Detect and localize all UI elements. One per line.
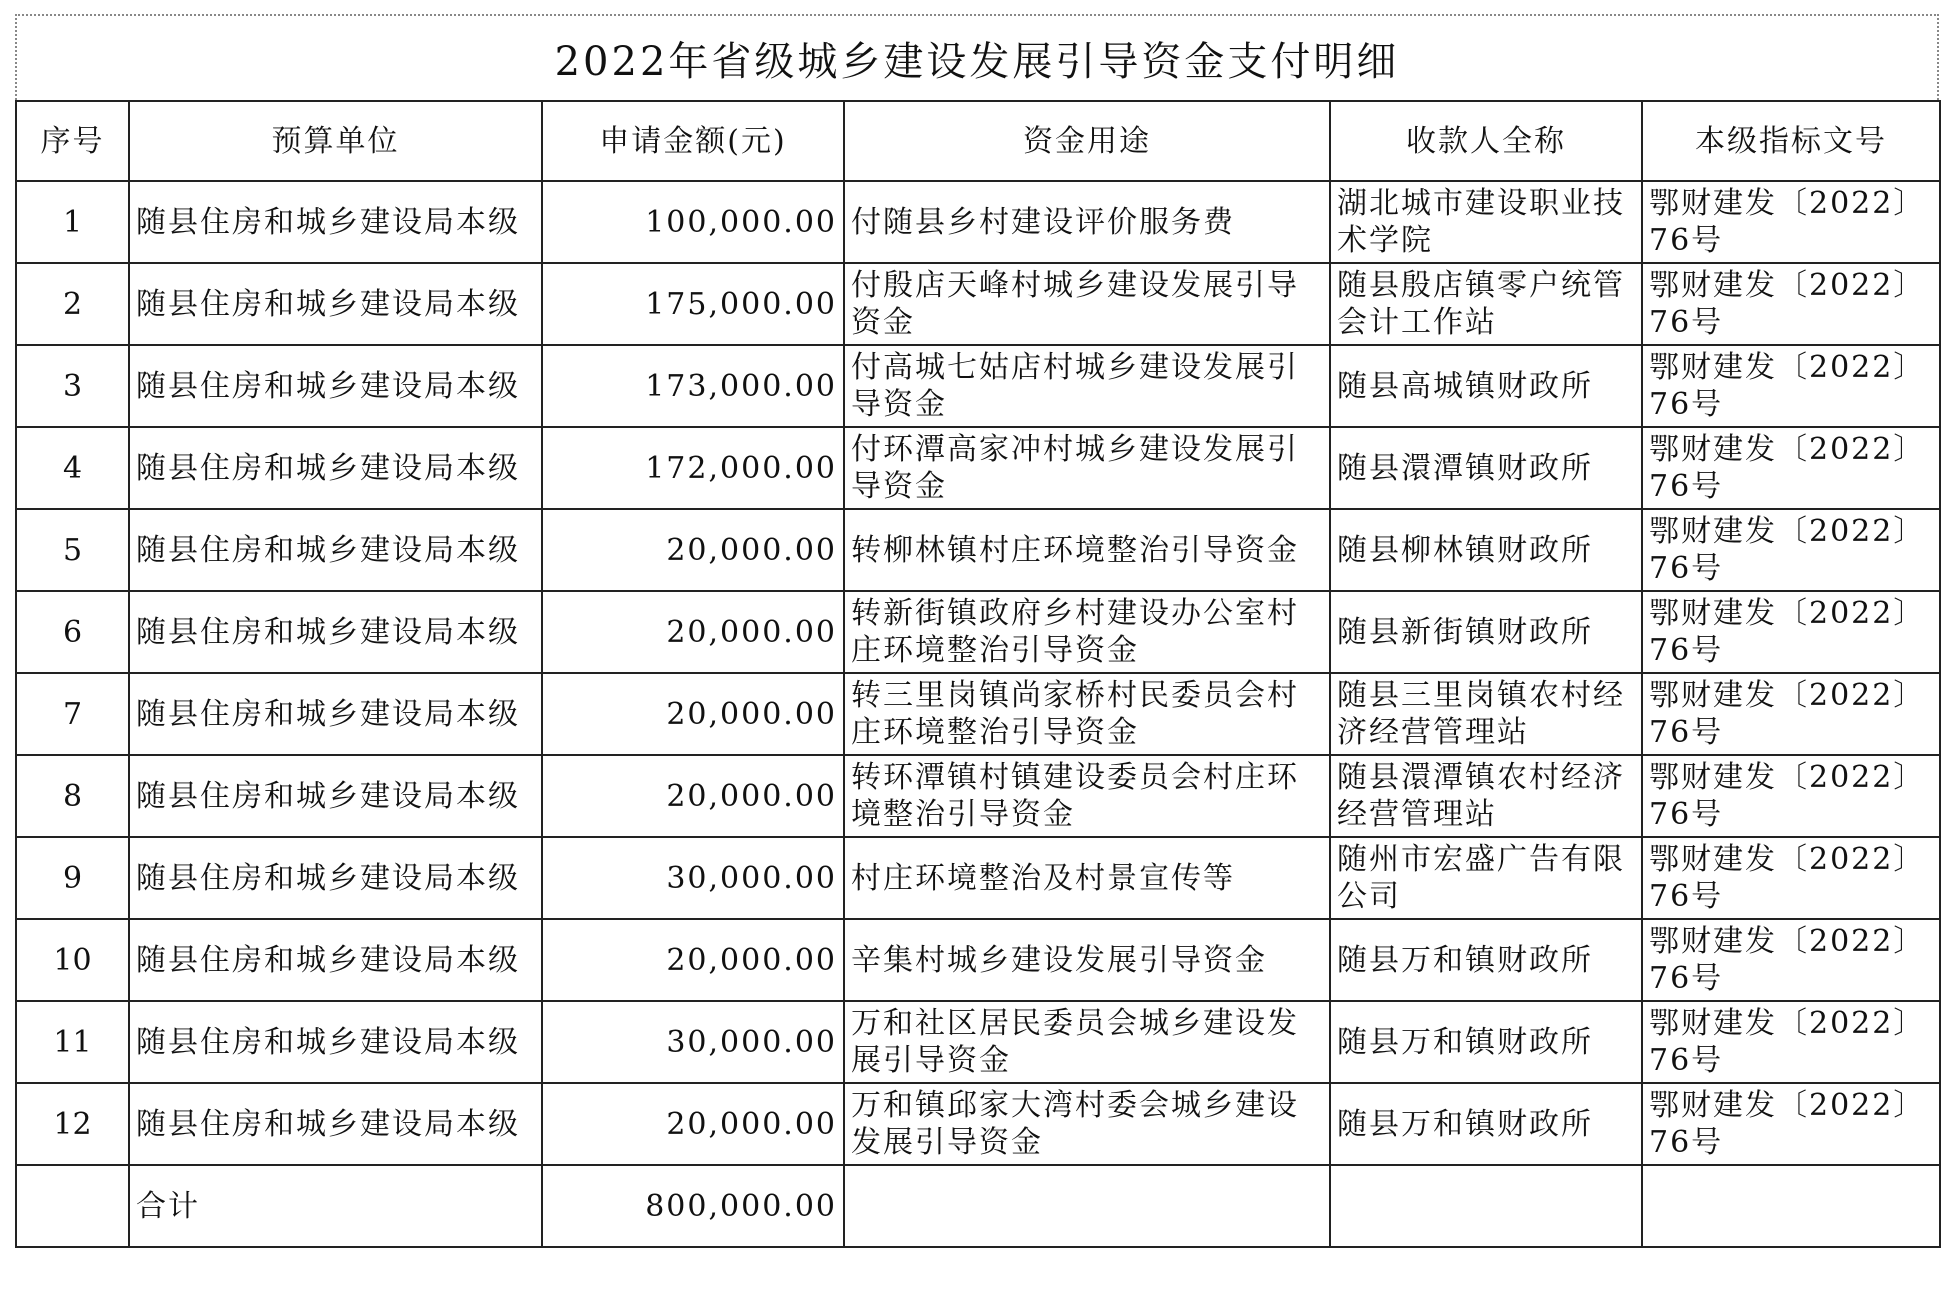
cell-index[interactable]: 2 [16,263,129,345]
cell-amount[interactable]: 20,000.00 [542,755,844,837]
total-doc-cell[interactable] [1642,1165,1940,1247]
cell-payee[interactable]: 随州市宏盛广告有限公司 [1330,837,1642,919]
cell-amount[interactable]: 30,000.00 [542,1001,844,1083]
cell-index[interactable]: 1 [16,181,129,263]
cell-payee[interactable]: 随县柳林镇财政所 [1330,509,1642,591]
cell-amount[interactable]: 173,000.00 [542,345,844,427]
table-row [16,181,1940,263]
page-title: 2022年省级城乡建设发展引导资金支付明细 [554,38,1400,85]
total-row [16,1165,1940,1247]
cell-unit[interactable]: 随县住房和城乡建设局本级 [129,673,542,755]
cell-unit[interactable]: 随县住房和城乡建设局本级 [129,755,542,837]
cell-payee[interactable]: 湖北城市建设职业技术学院 [1330,181,1642,263]
cell-doc-no[interactable]: 鄂财建发〔2022〕76号 [1642,673,1940,755]
table-row [16,509,1940,591]
cell-index[interactable]: 10 [16,919,129,1001]
cell-doc-no[interactable]: 鄂财建发〔2022〕76号 [1642,1083,1940,1165]
cell-payee[interactable]: 随县三里岗镇农村经济经营管理站 [1330,673,1642,755]
cell-amount[interactable]: 100,000.00 [542,181,844,263]
cell-index[interactable]: 3 [16,345,129,427]
cell-payee[interactable]: 随县澴潭镇财政所 [1330,427,1642,509]
table-row [16,1083,1940,1165]
payment-detail-table [15,100,1941,1248]
cell-payee[interactable]: 随县殷店镇零户统管会计工作站 [1330,263,1642,345]
spreadsheet-sheet [15,14,1939,1278]
cell-doc-no[interactable]: 鄂财建发〔2022〕76号 [1642,427,1940,509]
cell-index[interactable]: 11 [16,1001,129,1083]
table-row [16,591,1940,673]
table-row [16,427,1940,509]
header-unit[interactable]: 预算单位 [129,101,542,181]
cell-purpose[interactable]: 付殷店天峰村城乡建设发展引导资金 [844,263,1330,345]
cell-purpose[interactable]: 转三里岗镇尚家桥村民委员会村庄环境整治引导资金 [844,673,1330,755]
header-index[interactable]: 序号 [16,101,129,181]
cell-unit[interactable]: 随县住房和城乡建设局本级 [129,837,542,919]
cell-payee[interactable]: 随县万和镇财政所 [1330,1001,1642,1083]
cell-purpose[interactable]: 万和镇邱家大湾村委会城乡建设发展引导资金 [844,1083,1330,1165]
cell-purpose[interactable]: 付随县乡村建设评价服务费 [844,181,1330,263]
cell-amount[interactable]: 20,000.00 [542,591,844,673]
table-row [16,345,1940,427]
cell-amount[interactable]: 20,000.00 [542,673,844,755]
header-payee[interactable]: 收款人全称 [1330,101,1642,181]
header-amount[interactable]: 申请金额(元) [542,101,844,181]
table-row [16,263,1940,345]
cell-doc-no[interactable]: 鄂财建发〔2022〕76号 [1642,509,1940,591]
cell-index[interactable]: 4 [16,427,129,509]
cell-doc-no[interactable]: 鄂财建发〔2022〕76号 [1642,919,1940,1001]
cell-index[interactable]: 9 [16,837,129,919]
title-cell[interactable] [15,14,1939,100]
cell-amount[interactable]: 20,000.00 [542,509,844,591]
table-row [16,919,1940,1001]
cell-unit[interactable]: 随县住房和城乡建设局本级 [129,1001,542,1083]
cell-doc-no[interactable]: 鄂财建发〔2022〕76号 [1642,263,1940,345]
total-amount-cell[interactable]: 800,000.00 [542,1165,844,1247]
total-payee-cell[interactable] [1330,1165,1642,1247]
cell-index[interactable]: 12 [16,1083,129,1165]
cell-index[interactable]: 6 [16,591,129,673]
cell-index[interactable]: 7 [16,673,129,755]
cell-amount[interactable]: 20,000.00 [542,919,844,1001]
cell-purpose[interactable]: 转柳林镇村庄环境整治引导资金 [844,509,1330,591]
cell-unit[interactable]: 随县住房和城乡建设局本级 [129,181,542,263]
table-row [16,1001,1940,1083]
table-row [16,837,1940,919]
cell-doc-no[interactable]: 鄂财建发〔2022〕76号 [1642,181,1940,263]
total-label-cell[interactable]: 合计 [129,1165,542,1247]
cell-purpose[interactable]: 村庄环境整治及村景宣传等 [844,837,1330,919]
cell-doc-no[interactable]: 鄂财建发〔2022〕76号 [1642,1001,1940,1083]
header-doc-no[interactable]: 本级指标文号 [1642,101,1940,181]
cell-doc-no[interactable]: 鄂财建发〔2022〕76号 [1642,755,1940,837]
cell-doc-no[interactable]: 鄂财建发〔2022〕76号 [1642,345,1940,427]
table-row [16,755,1940,837]
cell-purpose[interactable]: 付环潭高家冲村城乡建设发展引导资金 [844,427,1330,509]
cell-amount[interactable]: 172,000.00 [542,427,844,509]
cell-amount[interactable]: 175,000.00 [542,263,844,345]
cell-doc-no[interactable]: 鄂财建发〔2022〕76号 [1642,837,1940,919]
cell-unit[interactable]: 随县住房和城乡建设局本级 [129,509,542,591]
cell-payee[interactable]: 随县万和镇财政所 [1330,1083,1642,1165]
cell-unit[interactable]: 随县住房和城乡建设局本级 [129,345,542,427]
cell-unit[interactable]: 随县住房和城乡建设局本级 [129,1083,542,1165]
total-index-cell[interactable] [16,1165,129,1247]
cell-index[interactable]: 5 [16,509,129,591]
cell-purpose[interactable]: 转环潭镇村镇建设委员会村庄环境整治引导资金 [844,755,1330,837]
table-row [16,673,1940,755]
cell-purpose[interactable]: 辛集村城乡建设发展引导资金 [844,919,1330,1001]
cell-payee[interactable]: 随县新街镇财政所 [1330,591,1642,673]
cell-unit[interactable]: 随县住房和城乡建设局本级 [129,919,542,1001]
cell-unit[interactable]: 随县住房和城乡建设局本级 [129,427,542,509]
cell-payee[interactable]: 随县万和镇财政所 [1330,919,1642,1001]
cell-unit[interactable]: 随县住房和城乡建设局本级 [129,591,542,673]
cell-amount[interactable]: 30,000.00 [542,837,844,919]
header-row [16,101,1940,181]
cell-doc-no[interactable]: 鄂财建发〔2022〕76号 [1642,591,1940,673]
cell-payee[interactable]: 随县高城镇财政所 [1330,345,1642,427]
cell-purpose[interactable]: 转新街镇政府乡村建设办公室村庄环境整治引导资金 [844,591,1330,673]
table-body [16,181,1940,1247]
cell-purpose[interactable]: 万和社区居民委员会城乡建设发展引导资金 [844,1001,1330,1083]
total-purpose-cell[interactable] [844,1165,1330,1247]
cell-index[interactable]: 8 [16,755,129,837]
cell-amount[interactable]: 20,000.00 [542,1083,844,1165]
header-purpose[interactable]: 资金用途 [844,101,1330,181]
cell-unit[interactable]: 随县住房和城乡建设局本级 [129,263,542,345]
cell-payee[interactable]: 随县澴潭镇农村经济经营管理站 [1330,755,1642,837]
cell-purpose[interactable]: 付高城七姑店村城乡建设发展引导资金 [844,345,1330,427]
